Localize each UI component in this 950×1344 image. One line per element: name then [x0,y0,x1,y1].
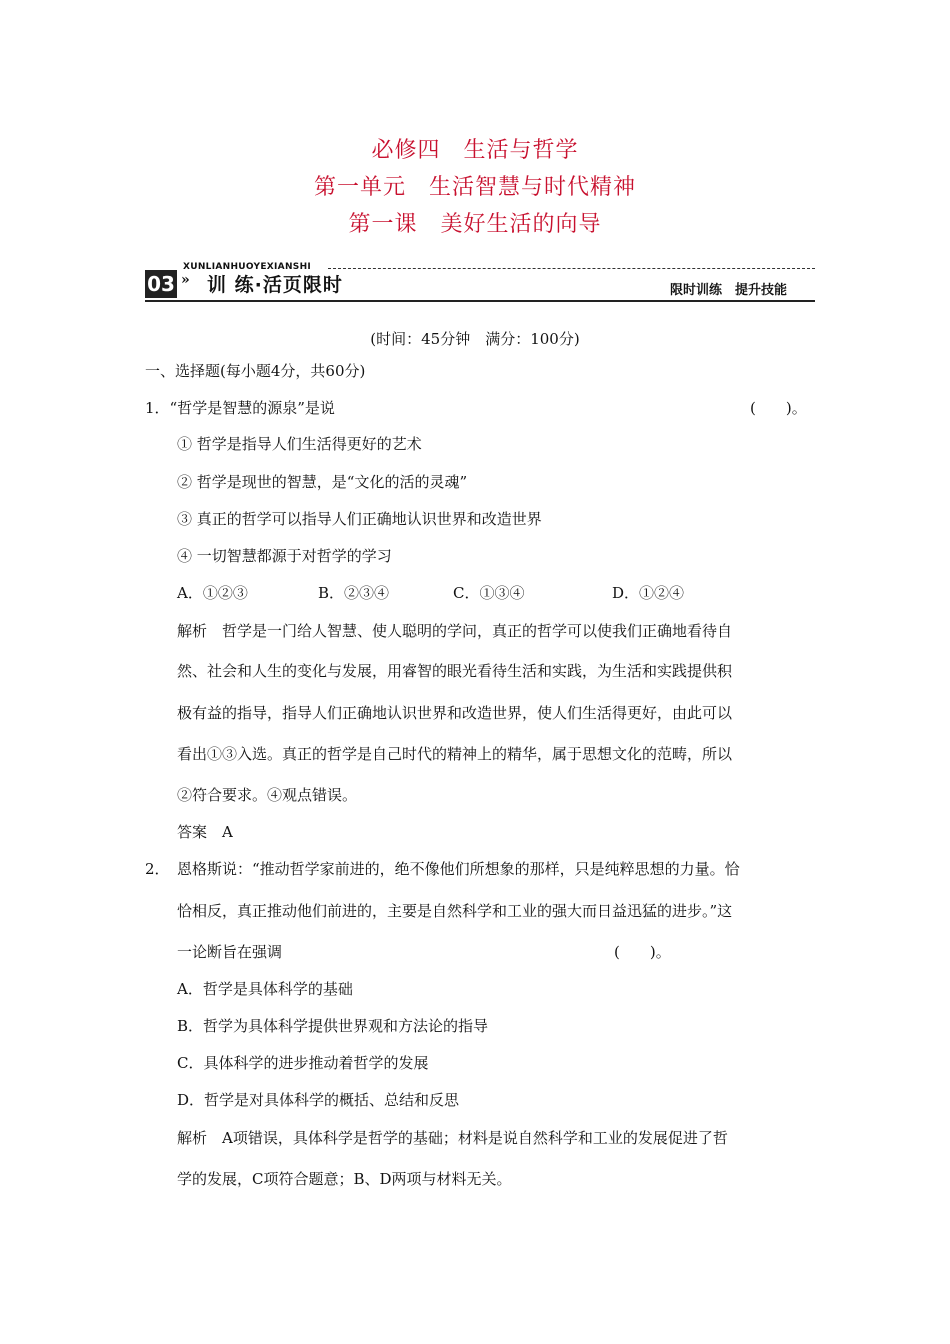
unit-title: 第一单元 生活智慧与时代精神 [313,175,636,200]
q1-analysis-line: 极有益的指导，指导人们正确地认识世界和改造世界，使人们生活得更好，由此可以 [177,704,733,722]
q1-item: ④ 一切智慧都源于对哲学的学习 [177,547,392,565]
banner-number-badge: 03 [145,270,177,298]
title-block [0,132,950,243]
q1-item: ① 哲学是指导人们生活得更好的艺术 [177,435,422,453]
banner-dashed-line [328,268,815,269]
q1-analysis-line: ②符合要求。④观点错误。 [177,786,358,804]
q2-option-d: D．哲学是对具体科学的概括、总结和反思 [177,1091,460,1109]
course-title: 必修四 生活与哲学 [371,138,579,163]
q1-answer: 答案 A [177,823,233,841]
q1-analysis-line: 解析 哲学是一门给人智慧、使人聪明的学问，真正的哲学可以使我们正确地看待自 [177,622,733,640]
q1-option-a: A．①②③ [177,584,248,602]
q2-analysis-line: 学的发展，C项符合题意；B、D两项与材料无关。 [177,1170,512,1188]
q2-answer-paren: ( )。 [614,943,671,961]
section-heading: 一、选择题(每小题4分，共60分) [145,362,366,380]
q1-option-d: D．①②④ [612,584,685,602]
q2-option-c: C．具体科学的进步推动着哲学的发展 [177,1054,429,1072]
time-note: (时间：45分钟 满分：100分) [370,330,580,348]
q2-option-a: A．哲学是具体科学的基础 [177,980,353,998]
q1-option-c: C．①③④ [453,584,525,602]
q1-item: ③ 真正的哲学可以指导人们正确地认识世界和改造世界 [177,510,542,528]
banner-title: 训 练·活页限时 [207,274,343,296]
banner-rule [145,300,815,302]
q2-analysis-line: 解析 A项错误，具体科学是哲学的基础；材料是说自然科学和工业的发展促进了哲 [177,1129,728,1147]
q1-analysis-line: 看出①③入选。真正的哲学是自己时代的精神上的精华，属于思想文化的范畴，所以 [177,745,733,763]
q1-option-b: B．②③④ [318,584,390,602]
q1-answer-paren: ( )。 [750,399,807,417]
q2-option-b: B．哲学为具体科学提供世界观和方法论的指导 [177,1017,489,1035]
q2-stem-line: 恰相反，真正推动他们前进的，主要是自然科学和工业的强大而日益迅猛的进步。”这 [177,902,733,920]
q2-stem-line: 恩格斯说：“推动哲学家前进的，绝不像他们所想象的那样，只是纯粹思想的力量。恰 [177,860,740,878]
q1-item: ② 哲学是现世的智慧，是“文化的活的灵魂” [177,473,468,491]
q2-number: 2． [145,860,170,878]
chevron-icon: » [181,272,190,288]
q1-analysis-line: 然、社会和人生的变化与发展，用睿智的眼光看待生活和实践，为生活和实践提供积 [177,662,733,680]
banner-slogan: 限时训练 提升技能 [669,283,787,298]
q1-stem: 1．“哲学是智慧的源泉”是说 [145,399,335,417]
lesson-title: 第一课 美好生活的向导 [348,212,602,237]
banner-pinyin: XUNLIANHUOYEXIANSHI [183,262,312,272]
q2-stem-line: 一论断旨在强调 [177,943,283,961]
practice-banner [145,258,815,304]
